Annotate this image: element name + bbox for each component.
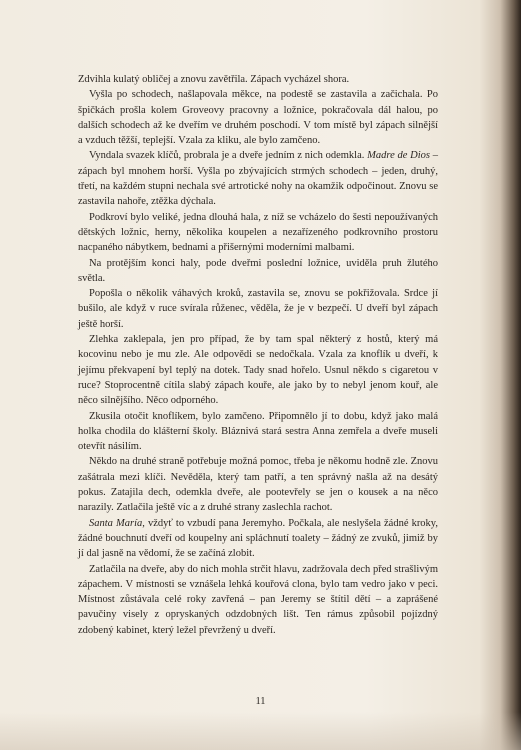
book-page-text <box>78 72 438 638</box>
page-bottom-shadow <box>0 712 521 750</box>
paragraph-4: Podkroví bylo veliké, jedna dlouhá hala, z níž se vcházelo do šesti nepoužívaných dětských ložnic, herny, několika koupelen a nezařízeného podkrovního prostoru nacpaného nábytkem, bednami a přišernými moderními malbami. <box>78 211 438 254</box>
page-number: 11 <box>255 696 266 707</box>
italic-phrase: Santa María <box>89 517 143 529</box>
paragraph-10: Santa María, vždyť to vzbudí pana Jeremyho. Počkala, ale neslyšela žádné kroky, žádné bouchnutí dveří od koupelny ani spláchnutí toalety – žádný ze zvuků, jimiž by jí dal jasně na vědomí, že se začíná zlobit. <box>78 517 439 560</box>
paragraph-3: Vyndala svazek klíčů, probrala je a dveře jedním z nich odemkla. Madre de Dios – zápach byl mnohem horší. Vyšla po zbývajících strmých schodech – jeden, druhý, třetí, na každém stupni nechala své artrotické nohy na okamžik odpočinout. Znovu se zastavila nahoře, ztěžka dýchala. <box>78 150 439 208</box>
paragraph-6: Popošla o několik váhavých kroků, zastavila se, znovu se pokřižovala. Srdce jí bušilo, ale když v ruce svírala růženec, věděla, že je v bezpečí. U dveří byl zápach ještě horší. <box>78 288 438 330</box>
paragraph-9: Někdo na druhé straně potřebuje možná pomoc, třeba je někomu hodně zle. Znovu zašátrala mezi klíči. Nevěděla, který tam patří, a ten správný našla až na desátý pokus. Zatajila dech, odemkla dveře, ale pootevřely se jen o kousek a na něco narazily. Zatlačila ještě víc a z druhé strany zaslechla rachot. <box>78 456 438 514</box>
italic-phrase: Madre de Dios <box>367 150 430 162</box>
paragraph-7: Zlehka zaklepala, jen pro případ, že by tam spal některý z hostů, který má kocovinu nebo je mu zle. Ale odpovědi se nedočkala. Vzala za knoflík u dveří, k jejímu překvapení byl teplý na dotek. Tady snad hořelo. Usnul někdo s cigaretou v ruce? Stoprocentně cítila slabý zápach kouře, ale jako by to nebyl jenom kouř, ale něco silnějšího. Něco odporného. <box>78 334 438 407</box>
paragraph-1: Zdvihla kulatý obličej a znovu zavětřila. Zápach vycházel shora. <box>78 74 350 85</box>
paragraph-8: Zkusila otočit knoflíkem, bylo zamčeno. Připomnělo jí to dobu, když jako malá holka chodila do klášterní školy. Bláznivá stará sestra Anna zemřela a dveře museli otevřít násilím. <box>78 410 438 453</box>
paragraph-5: Na protějším konci haly, pode dveřmi poslední ložnice, uviděla pruh žlutého světla. <box>78 257 438 284</box>
paragraph-11: Zatlačila na dveře, aby do nich mohla strčit hlavu, zadržovala dech před strašlivým zápachem. V místnosti se vznášela lehká kouřová clona, bylo tam vedro jako v peci. Místnost zůstávala celé roky zavřená – pan Jeremy se štítil dětí – a zaprášené pavučiny visely z opryskaných odzdobných lišt. Ten rámus způsobil pojízdný zdobený kabinet, který ležel převržený u dveří. <box>78 563 438 636</box>
paragraph-2: Vyšla po schodech, našlapovala měkce, na podestě se zastavila a začichala. Po špičkách prošla kolem Groveovy pracovny a ložnice, pokračovala dál halou, po dalších schodech až ke dveřím ve druhém poschodí. V tom místě byl zápach silnější a vzduch těžší, teplejší. Vzala za kliku, ale bylo zamčeno. <box>78 89 438 147</box>
